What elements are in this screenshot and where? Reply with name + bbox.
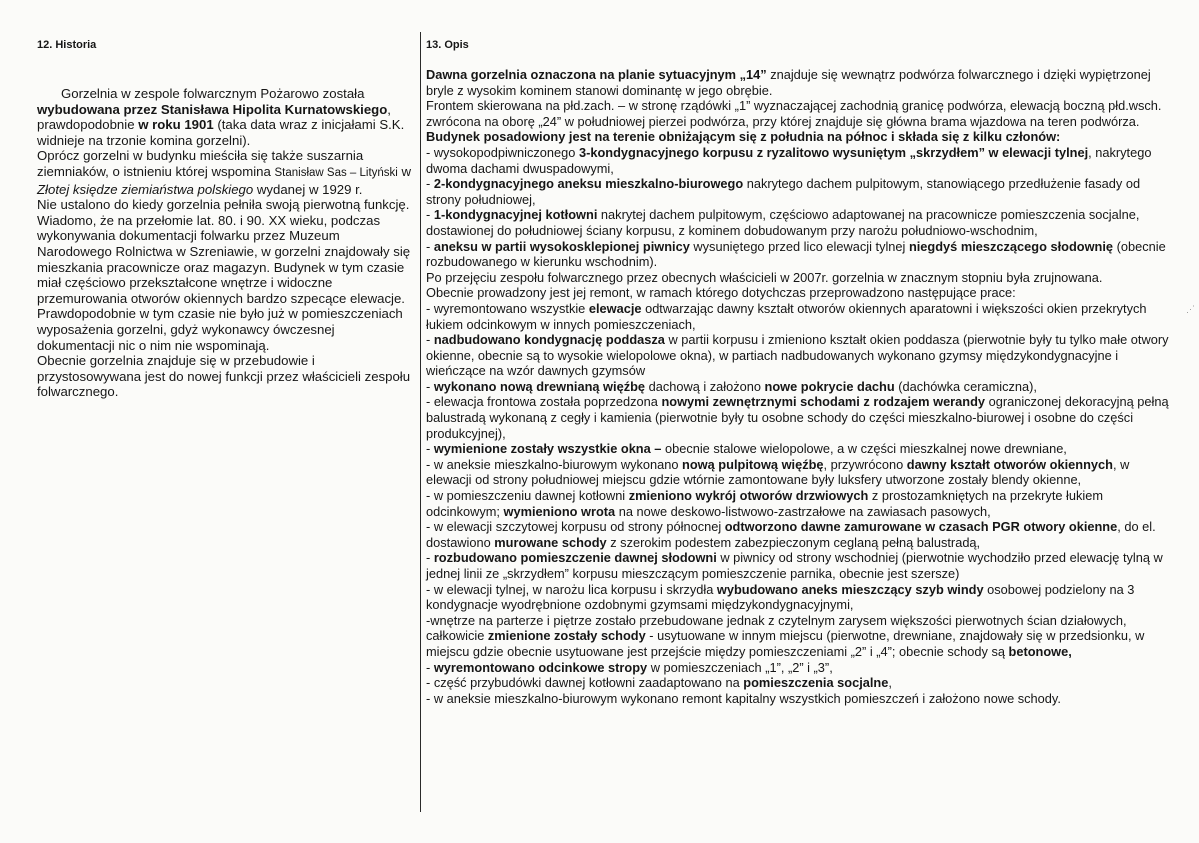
emphasis-text: nową pulpitową więźbę	[682, 456, 824, 472]
text-run: w piwnicy od strony wschodniej (pierwotnie wychodziło przed elewację tylną w jednej linii ze „skrzydłem” korpusu mieszczącym pomieszczenie parnika, obecnie jest szersze)	[426, 550, 1163, 581]
text-run: -	[426, 238, 434, 254]
emphasis-text: wyremontowano odcinkowe stropy	[433, 659, 648, 675]
text-run: Oprócz gorzelni w budynku mieściła się także suszarnia ziemniaków, o istnieniu której wspomina	[37, 148, 364, 179]
emphasis-text: wykonano nową drewnianą więźbę	[433, 378, 646, 394]
text-run: -	[426, 176, 434, 192]
text-run: - w elewacji szczytowej korpusu od strony północnej	[426, 519, 725, 535]
text-run: nakrytej dachem pulpitowym, częściowo adaptowanej na pracownicze pomieszczenia socjalne, dostawionej do południowej ściany korpusu, z kominem dobudowanym przy narożu południowo-wschodnim,	[426, 207, 1140, 238]
historia-body	[37, 86, 412, 400]
text-run: Obecnie prowadzony jest jej remont, w ramach którego dotychczas przeprowadzono następujące prace:	[426, 285, 1016, 301]
emphasis-text: Budynek posadowiony jest na terenie obniżającym się z południa na północ i składa się z kilku członów:	[426, 129, 1061, 145]
text-run: Obecnie gorzelnia znajduje się w przebudowie i przystosowywana jest do nowej funkcji przez właścicieli zespołu folwarcznego.	[37, 353, 411, 400]
paragraph	[37, 86, 412, 148]
paragraph	[426, 270, 1174, 286]
text-run: , przywrócono	[823, 456, 907, 472]
paragraph	[426, 207, 1174, 238]
text-run: - wyremontowano wszystkie	[426, 300, 589, 316]
text-run: nakrytego dachem pulpitowym, stanowiącego przedłużenie fasady od strony południowej,	[426, 176, 1141, 207]
text-run: , w elewacji od strony południowej miejscu gdzie wtórnie zamontowane były luksfery utworzone zostały blendy okienne,	[426, 456, 1130, 488]
text-run: wydanej w 1929 r.	[253, 181, 363, 197]
section-heading-opis: 13. Opis	[426, 39, 469, 51]
emphasis-text: murowane schody	[494, 534, 607, 550]
paragraph	[426, 613, 1174, 660]
paragraph	[426, 285, 1174, 301]
emphasis-text: zmienione zostały schody	[487, 628, 646, 644]
paragraph	[426, 379, 1174, 395]
text-run: Gorzelnia w zespole folwarcznym Pożarowo została	[61, 86, 365, 101]
text-run: - w aneksie mieszkalno-biurowym wykonano remont kapitalny wszystkich pomieszczeń i założono nowe schody.	[426, 690, 1061, 706]
paragraph	[426, 675, 1174, 691]
text-run: Stanisław Sas – Lityński	[274, 166, 398, 179]
emphasis-text: niegdyś mieszczącego słodownię	[908, 238, 1114, 254]
opis-body	[426, 67, 1174, 706]
paragraph	[426, 239, 1174, 270]
text-run: -wnętrze na parterze i piętrze zostało przebudowane jednak z czytelnym zarysem większości pierwotnych ścian działowych, całkowicie	[426, 612, 1127, 644]
emphasis-text: wymienione zostały wszystkie okna –	[433, 441, 662, 457]
text-run: - wysokopodpiwniczonego	[426, 144, 579, 160]
text-run: znajduje się wewnątrz podwórza folwarcznego i dzięki wypiętrzonej bryle z wysokim kominem stanowi dominantę w jego obrębie.	[426, 67, 1151, 98]
emphasis-text: wybudowano aneks mieszczący szyb windy	[716, 581, 984, 597]
paragraph	[426, 67, 1174, 98]
emphasis-text: rozbudowano pomieszczenie dawnej słodowni	[433, 550, 717, 566]
text-run: na nowe deskowo-listwowo-zastrzałowe na zawiasach pasowych,	[615, 503, 991, 519]
text-run: obecnie stalowe wielopolowe, a w części mieszkalnej nowe drewniane,	[661, 441, 1067, 457]
emphasis-text: nowe pokrycie dachu	[764, 378, 895, 394]
emphasis-text: Dawna gorzelnia oznaczona na planie sytuacyjnym „14”	[426, 67, 767, 82]
text-run: - w elewacji tylnej, w narożu lica korpusu i skrzydła	[426, 581, 717, 597]
paragraph	[426, 301, 1174, 332]
paragraph	[37, 197, 412, 353]
emphasis-text: 1-kondygnacyjnej kotłowni	[433, 207, 598, 223]
section-heading-historia: 12. Historia	[37, 39, 97, 51]
paragraph	[426, 550, 1174, 581]
text-run: z szerokim podestem zabezpieczonym ceglaną pełną balustradą,	[606, 534, 981, 550]
emphasis-text: pomieszczenia socjalne	[743, 675, 889, 691]
scan-speck: ⋰	[1186, 304, 1195, 314]
text-run: osobowej podzielony na 3 kondygnacje wyodrębnione ozdobnymi gzymsami międzykondygnacyjnymi,	[426, 581, 1135, 613]
text-run: - elewacja frontowa została poprzedzona	[426, 394, 662, 410]
text-run: -	[426, 332, 434, 348]
text-run: Po przejęciu zespołu folwarcznego przez obecnych właścicieli w 2007r. gorzelnia w znacznym stopniu była zrujnowana.	[426, 269, 1103, 285]
text-run: -	[426, 550, 434, 566]
text-run: (obecnie rozbudowanego w kierunku wschodnim).	[426, 238, 1166, 270]
emphasis-text: nadbudowano kondygnację poddasza	[433, 332, 665, 348]
emphasis-text: wymieniono wrota	[503, 503, 616, 519]
paragraph	[426, 145, 1174, 176]
emphasis-text: dawny kształt otworów okiennych	[906, 456, 1113, 472]
text-run: - część przybudówki dawnej kotłowni zaadaptowano na	[426, 675, 744, 691]
text-run: ograniczonej dekoracyjną pełną balustradą wykonaną z cegły i kamienia (pierwotnie były tu osobne schody do części mieszkalno-biurowej i osobne do części produkcyjnej),	[426, 394, 1169, 441]
paragraph	[426, 582, 1174, 613]
paragraph	[426, 691, 1174, 707]
paragraph	[426, 660, 1174, 676]
paragraph	[426, 332, 1174, 379]
text-run: w partii korpusu i zmieniono kształt okien poddasza (pierwotnie były tu tylko małe otwory okienne, obecnie są to wysokie wielopolowe okna), w partiach nadbudowanych wykonano gzymsy międzykondygnacyjne i wieńczące na wzór dawnych gzymsów	[426, 332, 1169, 379]
text-run: -	[426, 378, 434, 394]
text-run: w	[397, 163, 412, 179]
section-historia	[37, 38, 412, 400]
paragraph	[37, 353, 412, 400]
emphasis-text: elewacje	[588, 300, 642, 316]
text-run: wysuniętego przed lico elewacji tylnej	[689, 238, 909, 254]
section-opis	[426, 38, 1174, 706]
text-run: -	[426, 659, 434, 675]
emphasis-text: wybudowana przez Stanisława Hipolita Kurnatowskiego	[37, 101, 388, 117]
emphasis-text: w roku 1901	[138, 117, 214, 133]
paragraph	[426, 519, 1174, 550]
paragraph	[426, 394, 1174, 441]
text-run: dachową i założono	[645, 378, 765, 394]
text-run: , nakrytego dwoma dachami dwuspadowymi,	[426, 144, 1152, 176]
text-run: Nie ustalono do kiedy gorzelnia pełniła swoją pierwotną funkcję. Wiadomo, że na przełomie lat. 80. i 90. XX wieku, podczas wykonywania dokumentacji folwarku przez Muzeum Narodowego Rolnictwa w Szreniawie, w gorzelni znajdowały się mieszkania pracownicze oraz magazyn. Budynek w tym czasie miał częściowo przekształcone wnętrze i widoczne przemurowania otworów okiennych bardzo szpecące elewacje. Prawdopodobnie w tym czasie nie było już w pomieszczeniach wyposażenia gorzelni, gdyż wykonawcy ówczesnej dokumentacji nic o nim nie wspominają.	[37, 197, 411, 353]
emphasis-text: betonowe,	[1008, 643, 1072, 659]
paragraph	[426, 441, 1174, 457]
column-divider	[420, 32, 421, 812]
text-run: w pomieszczeniach „1”, „2” i „3”,	[647, 659, 833, 675]
text-run: -	[426, 441, 434, 457]
paragraph	[426, 129, 1174, 145]
text-run: (taka data wraz z inicjałami S.K. widnieje na trzonie komina gorzelni).	[37, 117, 405, 148]
text-run: Frontem skierowana na płd.zach. – w stronę rządówki „1” wyznaczającej zachodnią granicę podwórza, elewacją boczną płd.wsch. zwrócona na oborę „24” w południowej pierzei podwórza, przy której znajduje się główna brama wjazdowa na teren podwórza.	[426, 98, 1162, 129]
emphasis-text: 3-kondygnacyjnego korpusu z ryzalitowo wysuniętym „skrzydłem” w elewacji tylnej	[578, 144, 1089, 160]
paragraph	[426, 488, 1174, 519]
text-run: odtwarzając dawny kształt otworów okiennych aparatowni i większości okien przekrytych łukiem odcinkowym w innych pomieszczeniach,	[426, 300, 1147, 332]
emphasis-text: nowymi zewnętrznymi schodami z rodzajem werandy	[661, 394, 986, 410]
emphasis-text: 2-kondygnacyjnego aneksu mieszkalno-biurowego	[433, 176, 744, 192]
emphasis-text: odtworzono dawne zamurowane w czasach PGR otwory okienne	[724, 519, 1118, 535]
text-run: - w pomieszczeniu dawnej kotłowni	[426, 488, 629, 504]
text-run: (dachówka ceramiczna),	[894, 378, 1037, 394]
text-run: ,	[888, 675, 892, 691]
text-run: z prostozamkniętych na przekryte łukiem odcinkowym;	[426, 488, 1104, 519]
paragraph	[426, 98, 1174, 129]
paragraph	[37, 148, 412, 197]
paragraph	[426, 176, 1174, 207]
text-run: , prawdopodobnie	[37, 101, 391, 133]
text-run: - w aneksie mieszkalno-biurowym wykonano	[426, 456, 683, 472]
text-run: , do el. dostawiono	[426, 519, 1156, 550]
text-run: -	[426, 207, 434, 223]
text-run: - usytuowane w innym miejscu (pierwotne, drewniane, znajdowały się w przedsionku, w miejscu gdzie obecnie usytuowane jest przejście między pomieszczeniami „2” i „4”; obecnie schody są	[426, 628, 1145, 659]
italic-title-text: Złotej księdze ziemiaństwa polskiego	[37, 181, 254, 197]
emphasis-text: aneksu w partii wysokosklepionej piwnicy	[433, 238, 690, 254]
paragraph	[426, 457, 1174, 488]
emphasis-text: zmieniono wykrój otworów drzwiowych	[628, 488, 869, 504]
